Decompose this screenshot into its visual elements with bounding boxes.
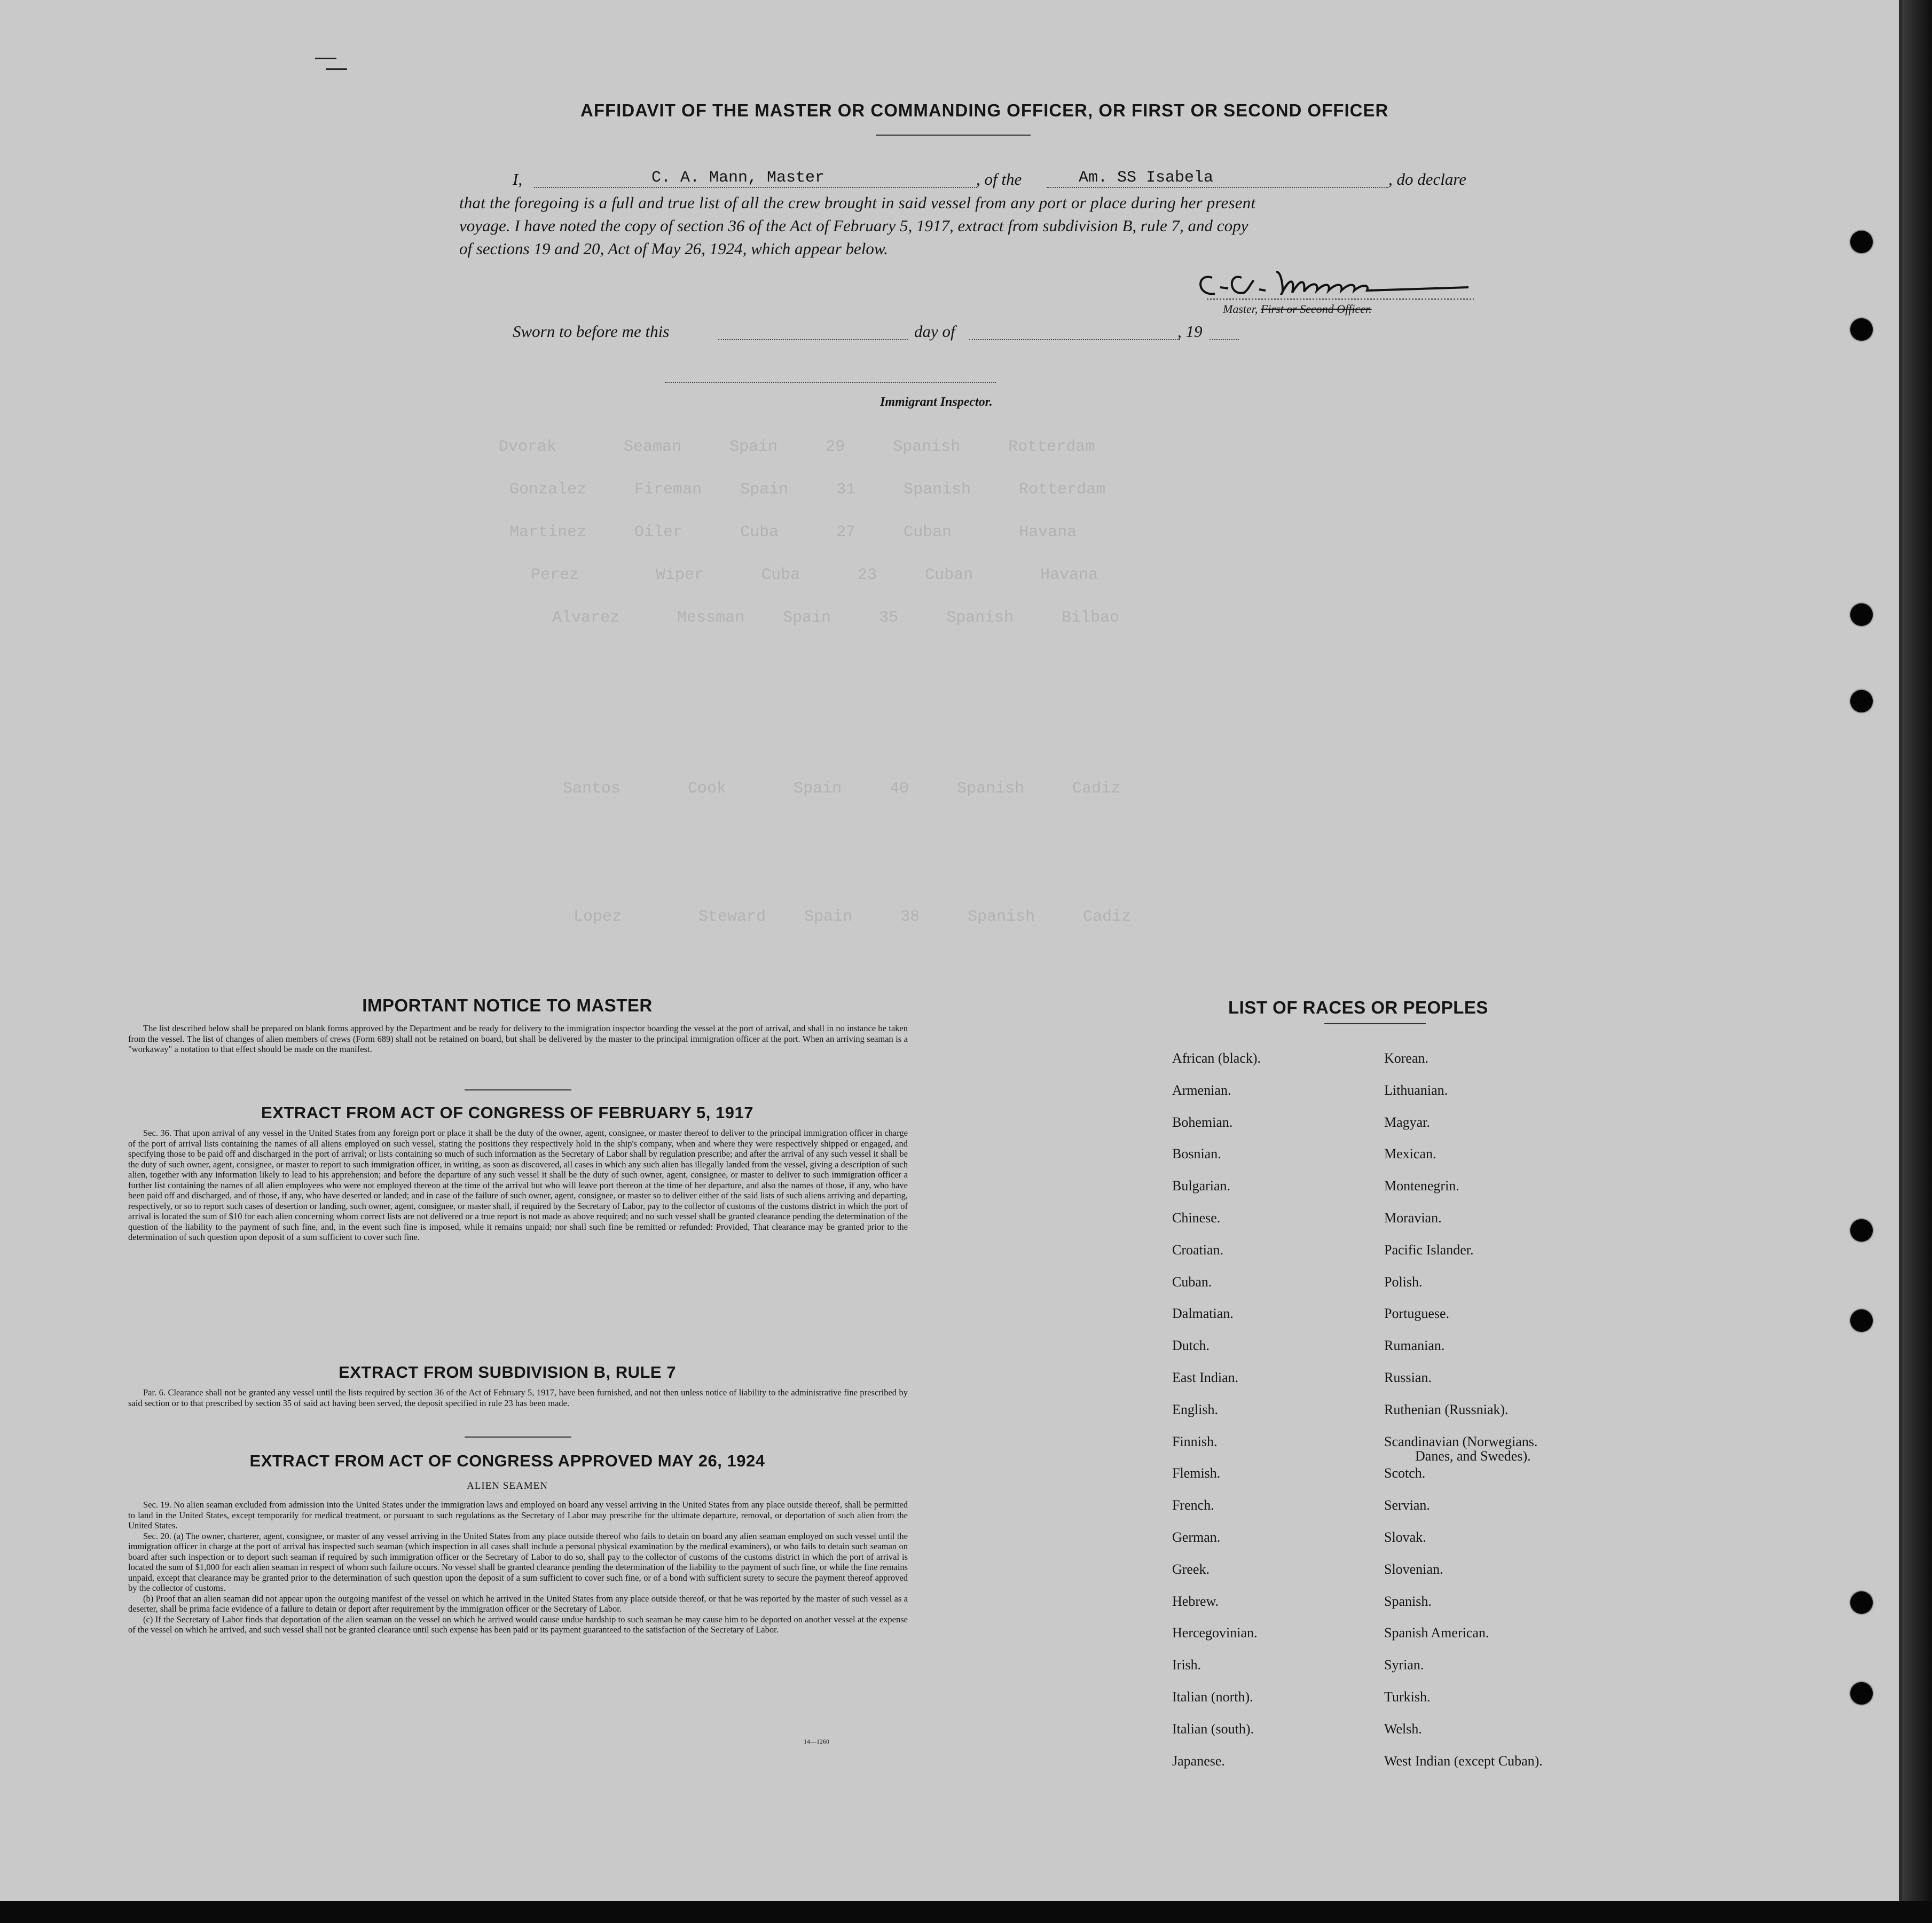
sworn-year-line[interactable] (1210, 339, 1239, 340)
punch-hole (1850, 1682, 1873, 1705)
notice-title: IMPORTANT NOTICE TO MASTER (362, 995, 653, 1015)
master-signature (1191, 256, 1490, 304)
races-title: LIST OF RACES OR PEOPLES (1228, 998, 1488, 1017)
race-item: Bohemian. (1172, 1114, 1233, 1130)
signature-caption (1223, 302, 1372, 316)
divider (876, 135, 1031, 136)
race-item: Danes, and Swedes). (1415, 1448, 1531, 1464)
inspector-label: Immigrant Inspector. (880, 395, 993, 409)
punch-hole (1850, 1309, 1873, 1332)
race-item: Spanish American. (1384, 1625, 1489, 1641)
form-number: 14—1260 (804, 1738, 829, 1745)
day-of-label: day of (914, 322, 955, 341)
race-item: Hebrew. (1172, 1593, 1219, 1609)
race-item: Finnish. (1172, 1433, 1218, 1449)
extract-1917-text (128, 1128, 908, 1243)
master-name-field[interactable]: C. A. Mann, Master (651, 169, 825, 187)
section-20a-paragraph: Sec. 20. (a) The owner, charterer, agent, consignee, or master of any vessel arriving in the United States from any place outside thereof who fails to detain on board any alien seaman employed on such vessel until the immigration officer in charge at the port of arrival has inspected such seaman (which inspection in all cases shall include a personal physical examination by the medical examiners), or who fails to detain such seaman on board after such inspection or to deport such seaman if required by such immigration officer or the Secretary of Labor to do so, shall pay to the collector of customs of the customs district in which the port of arrival is located the sum of $1,000 for each alien seaman in respect of whom such failure occurs. No vessel shall be granted clearance pending the determination of the liability to the payment of such fine, or while the fine remains unpaid, except that clearance may be granted prior to the determination of such question upon the deposit of a sum sufficient to cover such fine, or of a bond with sufficient surety to secure the payment thereof approved by the collector of customs. (128, 1530, 908, 1593)
bleed-through-text: Dvorak Seaman Spain 29 Spanish Rotterdam (470, 438, 1095, 456)
race-item: Slovenian. (1384, 1561, 1443, 1577)
scan-border (0, 1901, 1932, 1923)
affidavit-line-2: that the foregoing is a full and true list of all the crew brought in said vessel from any port or place during her present (459, 193, 1256, 212)
vessel-name-field[interactable]: Am. SS Isabela (1079, 169, 1214, 187)
scan-edge (1902, 0, 1932, 1923)
race-item: Italian (south). (1172, 1721, 1254, 1737)
race-item: Bulgarian. (1172, 1178, 1231, 1194)
race-item: Korean. (1384, 1050, 1429, 1066)
race-item: Croatian. (1172, 1242, 1224, 1258)
race-item: West Indian (except Cuban). (1384, 1753, 1543, 1769)
race-item: Spanish. (1384, 1593, 1432, 1609)
race-item: Lithuanian. (1384, 1082, 1448, 1098)
race-item: Cuban. (1172, 1274, 1212, 1290)
affidavit-prefix: I, (513, 170, 523, 189)
punch-hole (1850, 231, 1873, 253)
race-item: Servian. (1384, 1497, 1430, 1513)
affidavit-title: AFFIDAVIT OF THE MASTER OR COMMANDING OFFICER, OR FIRST OR SECOND OFFICER (580, 100, 1389, 120)
race-item: Rumanian. (1384, 1338, 1445, 1354)
punch-hole (1850, 1591, 1873, 1614)
race-item: Moravian. (1384, 1210, 1442, 1226)
of-the-label: , of the (976, 170, 1022, 189)
struck-officer-label: First or Second Officer. (1260, 302, 1372, 316)
bleed-through-text: Gonzalez Fireman Spain 31 Spanish Rotterdam (481, 481, 1106, 499)
bleed-through-text: Perez Wiper Cuba 23 Cuban Havana (502, 566, 1098, 584)
race-item: Syrian. (1384, 1657, 1424, 1673)
race-item: Italian (north). (1172, 1689, 1253, 1705)
race-item: Turkish. (1384, 1689, 1431, 1705)
race-item: Greek. (1172, 1561, 1210, 1577)
do-declare-label: , do declare (1388, 170, 1467, 189)
race-item: German. (1172, 1529, 1221, 1545)
divider (1324, 1023, 1426, 1024)
extract-1917-title: EXTRACT FROM ACT OF CONGRESS OF FEBRUARY 5, 1917 (261, 1103, 753, 1122)
divider (465, 1089, 571, 1090)
race-item: Pacific Islander. (1384, 1242, 1474, 1258)
section-19-paragraph: Sec. 19. No alien seaman excluded from admission into the United States under the immigration laws and employed on board any vessel arriving in the United States from any place outside thereof, shall be permitted to land in the United States, except temporarily for medical treatment, or pursuant to such regulations as the Secretary of Labor may prescribe for the ultimate departure, removal, or deportation of such alien from the United States. (128, 1500, 908, 1530)
race-item: Polish. (1384, 1274, 1423, 1290)
divider (465, 1437, 571, 1438)
inspector-signature-line[interactable] (665, 382, 996, 383)
race-item: Chinese. (1172, 1210, 1221, 1226)
name-field-line (534, 187, 977, 188)
race-item: African (black). (1172, 1050, 1261, 1066)
master-label: Master, (1223, 302, 1261, 316)
race-item: Bosnian. (1172, 1146, 1221, 1162)
race-item: Dutch. (1172, 1338, 1210, 1354)
race-item: French. (1172, 1497, 1214, 1513)
punch-hole (1850, 603, 1873, 626)
rule-7-paragraph: Par. 6. Clearance shall not be granted any vessel until the lists required by section 36 of the Act of February 5, 1917, have been furnished, and not then unless notice of liability to the administrative fine prescribed by said section or to that prescribed by section 35 of said act having been served, the deposit specified in rule 23 has been made. (128, 1387, 908, 1408)
bleed-through-text: Martinez Oiler Cuba 27 Cuban Havana (481, 523, 1077, 541)
year-label: , 19 (1177, 322, 1203, 341)
extract-1924-title: EXTRACT FROM ACT OF CONGRESS APPROVED MAY 26, 1924 (249, 1451, 765, 1470)
notice-text (128, 1023, 908, 1055)
affidavit-line-3: voyage. I have noted the copy of section 36 of the Act of February 5, 1917, extract from subdivision B, rule 7, and copy (459, 216, 1248, 235)
sworn-day-line[interactable] (718, 339, 908, 340)
alien-seamen-subtitle: ALIEN SEAMEN (467, 1480, 548, 1492)
race-item: East Indian. (1172, 1370, 1239, 1385)
race-item: Armenian. (1172, 1082, 1231, 1098)
notice-paragraph: The list described below shall be prepared on blank forms approved by the Department and be ready for delivery to the immigration inspector boarding the vessel at the port of arrival, and shall in no instance be taken from the vessel. The list of changes of alien members of crews (Form 689) shall not be retained on board, but shall be delivered by the master to the principal immigration officer at the port. When an arriving seaman is a "workaway" a notation to that effect should be made on the manifest. (128, 1023, 908, 1054)
rule-7-text (128, 1387, 908, 1408)
corner-mark (315, 58, 336, 59)
affidavit-line-4: of sections 19 and 20, Act of May 26, 1924, which appear below. (459, 239, 889, 258)
punch-hole (1850, 1219, 1873, 1242)
race-item: English. (1172, 1401, 1218, 1417)
punch-hole (1850, 690, 1873, 712)
vessel-field-line (1047, 187, 1388, 188)
race-item: Welsh. (1384, 1721, 1422, 1737)
race-item: Montenegrin. (1384, 1178, 1459, 1194)
race-item: Ruthenian (Russniak). (1384, 1401, 1509, 1417)
race-item: Japanese. (1172, 1753, 1225, 1769)
rule-7-title: EXTRACT FROM SUBDIVISION B, RULE 7 (339, 1363, 676, 1382)
extract-1924-text (128, 1500, 908, 1635)
section-20c-paragraph: (c) If the Secretary of Labor finds that deportation of the alien seaman on the vessel on which he arrived would cause undue hardship to such seaman he may cause him to be deported on another vessel at the expense of the vessel on which he arrived, and such vessel shall not be granted clearance until such expense has been paid or its payment guaranteed to the satisfaction of the Secretary of Labor. (128, 1614, 908, 1635)
section-20b-paragraph: (b) Proof that an alien seaman did not appear upon the outgoing manifest of the vessel on which he arrived in the United States from any place outside thereof, or that he was reported by the master of such vessel as a deserter, shall be prima facie evidence of a failure to detain or deport after requirement by the immigration officer or the Secretary of Labor. (128, 1593, 908, 1614)
race-item: Irish. (1172, 1657, 1201, 1673)
extract-1917-paragraph: Sec. 36. That upon arrival of any vessel in the United States from any foreign port or place it shall be the duty of the owner, agent, consignee, or master thereof to deliver to the principal immigration officer in charge of the port of arrival lists containing the names of all aliens employed on such vessel, stating the positions they respectively hold in the ship's company, when and where they were respectively shipped or engaged, and specifying those to be paid off and discharged in the port of arrival; or lists containing so much of such information as the Secretary of Labor shall by regulation prescribe; and after the arrival of any such vessel it shall be the duty of such owner, agent, consignee, or master to report to such immigration officer, in writing, as soon as discovered, all cases in which any such alien has illegally landed from the vessel, giving a description of such alien, together with any information likely to lead to his apprehension; and before the departure of any such vessel it shall be the duty of such owner, agent, consignee, or master to deliver to such immigration officer a further list containing the names of all alien employees who were not employed thereon at the time of the arrival but who will leave port thereon at the time of her departure, and also the names of those, if any, who have been paid off and discharged, and of those, if any, who have deserted or landed; and in case of the failure of such owner, agent, consignee, or master so to deliver either of the said lists of such aliens arriving and departing, respectively, or so to report such cases of desertion or landing, such owner, agent, consignee, or master shall, if required by the Secretary of Labor, pay to the collector of customs of the customs district in which the port of arrival is located the sum of $10 for each alien concerning whom correct lists are not delivered or a true report is not made as above required; and no such vessel shall be granted clearance pending the determination of the question of the liability to the payment of such fine, and, in the event such fine is imposed, while it remains unpaid; nor shall such fine be remitted or refunded: Provided, That clearance may be granted prior to the determination of such question upon deposit of a sum sufficient to cover such fine. (128, 1128, 908, 1242)
sworn-month-line[interactable] (969, 339, 1180, 340)
bleed-through-text: Alvarez Messman Spain 35 Spanish Bilbao (523, 609, 1120, 627)
bleed-through-text: Santos Cook Spain 40 Spanish Cadiz (534, 780, 1121, 798)
race-item: Scandinavian (Norwegians. (1384, 1433, 1538, 1449)
race-item: Flemish. (1172, 1465, 1221, 1481)
race-item: Dalmatian. (1172, 1306, 1234, 1322)
punch-hole (1850, 318, 1873, 341)
race-item: Russian. (1384, 1370, 1432, 1385)
sworn-label: Sworn to before me this (513, 322, 670, 341)
corner-mark (326, 68, 347, 70)
race-item: Portuguese. (1384, 1306, 1450, 1322)
race-item: Mexican. (1384, 1146, 1436, 1162)
race-item: Scotch. (1384, 1465, 1426, 1481)
race-item: Magyar. (1384, 1114, 1430, 1130)
bleed-through-text: Lopez Steward Spain 38 Spanish Cadiz (545, 908, 1132, 926)
race-item: Slovak. (1384, 1529, 1426, 1545)
race-item: Hercegovinian. (1172, 1625, 1258, 1641)
